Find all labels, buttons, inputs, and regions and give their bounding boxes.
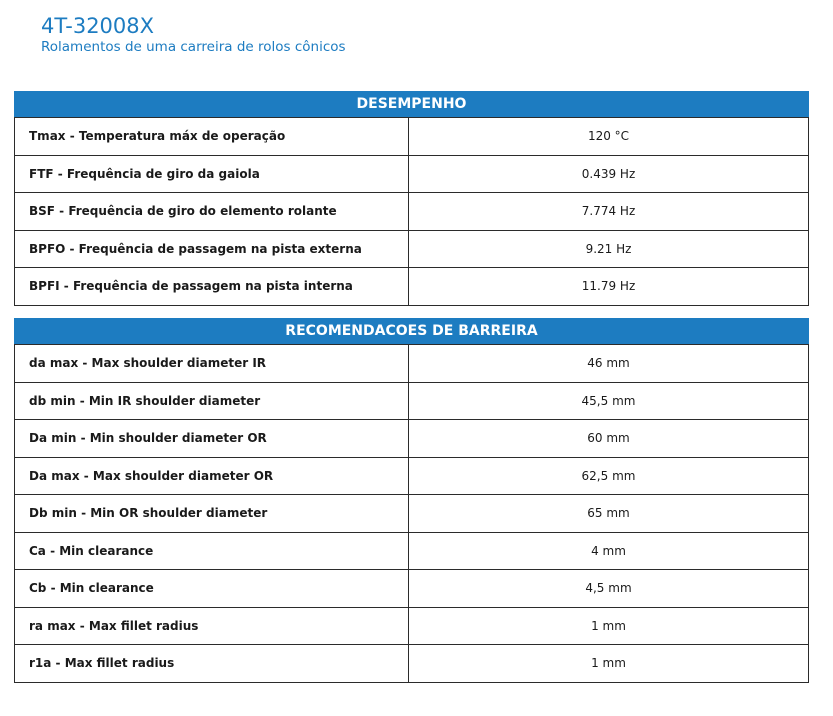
row-value: 4,5 mm xyxy=(409,570,809,608)
row-label: BSF - Frequência de giro do elemento rolante xyxy=(15,193,409,231)
row-value: 46 mm xyxy=(409,345,809,383)
row-label: r1a - Max fillet radius xyxy=(15,645,409,683)
row-label: BPFO - Frequência de passagem na pista externa xyxy=(15,230,409,268)
row-value: 11.79 Hz xyxy=(409,268,809,306)
abutment-table xyxy=(14,344,809,683)
row-value: 65 mm xyxy=(409,495,809,533)
performance-section xyxy=(14,91,809,306)
row-label: da max - Max shoulder diameter IR xyxy=(15,345,409,383)
table-row xyxy=(15,457,809,495)
row-value: 120 °C xyxy=(409,118,809,156)
row-label: Da min - Min shoulder diameter OR xyxy=(15,420,409,458)
table-row xyxy=(15,118,809,156)
page-header xyxy=(41,13,346,56)
row-label: ra max - Max fillet radius xyxy=(15,607,409,645)
row-value: 4 mm xyxy=(409,532,809,570)
table-row xyxy=(15,495,809,533)
row-value: 7.774 Hz xyxy=(409,193,809,231)
page-subtitle: Rolamentos de uma carreira de rolos cônicos xyxy=(41,39,346,55)
row-value: 9.21 Hz xyxy=(409,230,809,268)
row-value: 1 mm xyxy=(409,645,809,683)
table-row xyxy=(15,382,809,420)
table-row xyxy=(15,420,809,458)
abutment-heading: RECOMENDACOES DE BARREIRA xyxy=(14,318,809,344)
table-row xyxy=(15,645,809,683)
table-row xyxy=(15,193,809,231)
table-row xyxy=(15,268,809,306)
table-row xyxy=(15,230,809,268)
row-value: 45,5 mm xyxy=(409,382,809,420)
row-value: 60 mm xyxy=(409,420,809,458)
table-row xyxy=(15,570,809,608)
row-label: Da max - Max shoulder diameter OR xyxy=(15,457,409,495)
row-label: FTF - Frequência de giro da gaiola xyxy=(15,155,409,193)
row-label: Db min - Min OR shoulder diameter xyxy=(15,495,409,533)
row-label: BPFI - Frequência de passagem na pista interna xyxy=(15,268,409,306)
table-row xyxy=(15,345,809,383)
page-title: 4T-32008X xyxy=(41,14,155,38)
row-label: Cb - Min clearance xyxy=(15,570,409,608)
table-row xyxy=(15,532,809,570)
table-row xyxy=(15,607,809,645)
row-value: 0.439 Hz xyxy=(409,155,809,193)
performance-heading: DESEMPENHO xyxy=(14,91,809,117)
row-label: db min - Min IR shoulder diameter xyxy=(15,382,409,420)
row-label: Tmax - Temperatura máx de operação xyxy=(15,118,409,156)
performance-table xyxy=(14,117,809,306)
table-row xyxy=(15,155,809,193)
row-label: Ca - Min clearance xyxy=(15,532,409,570)
abutment-section xyxy=(14,318,809,683)
row-value: 62,5 mm xyxy=(409,457,809,495)
row-value: 1 mm xyxy=(409,607,809,645)
